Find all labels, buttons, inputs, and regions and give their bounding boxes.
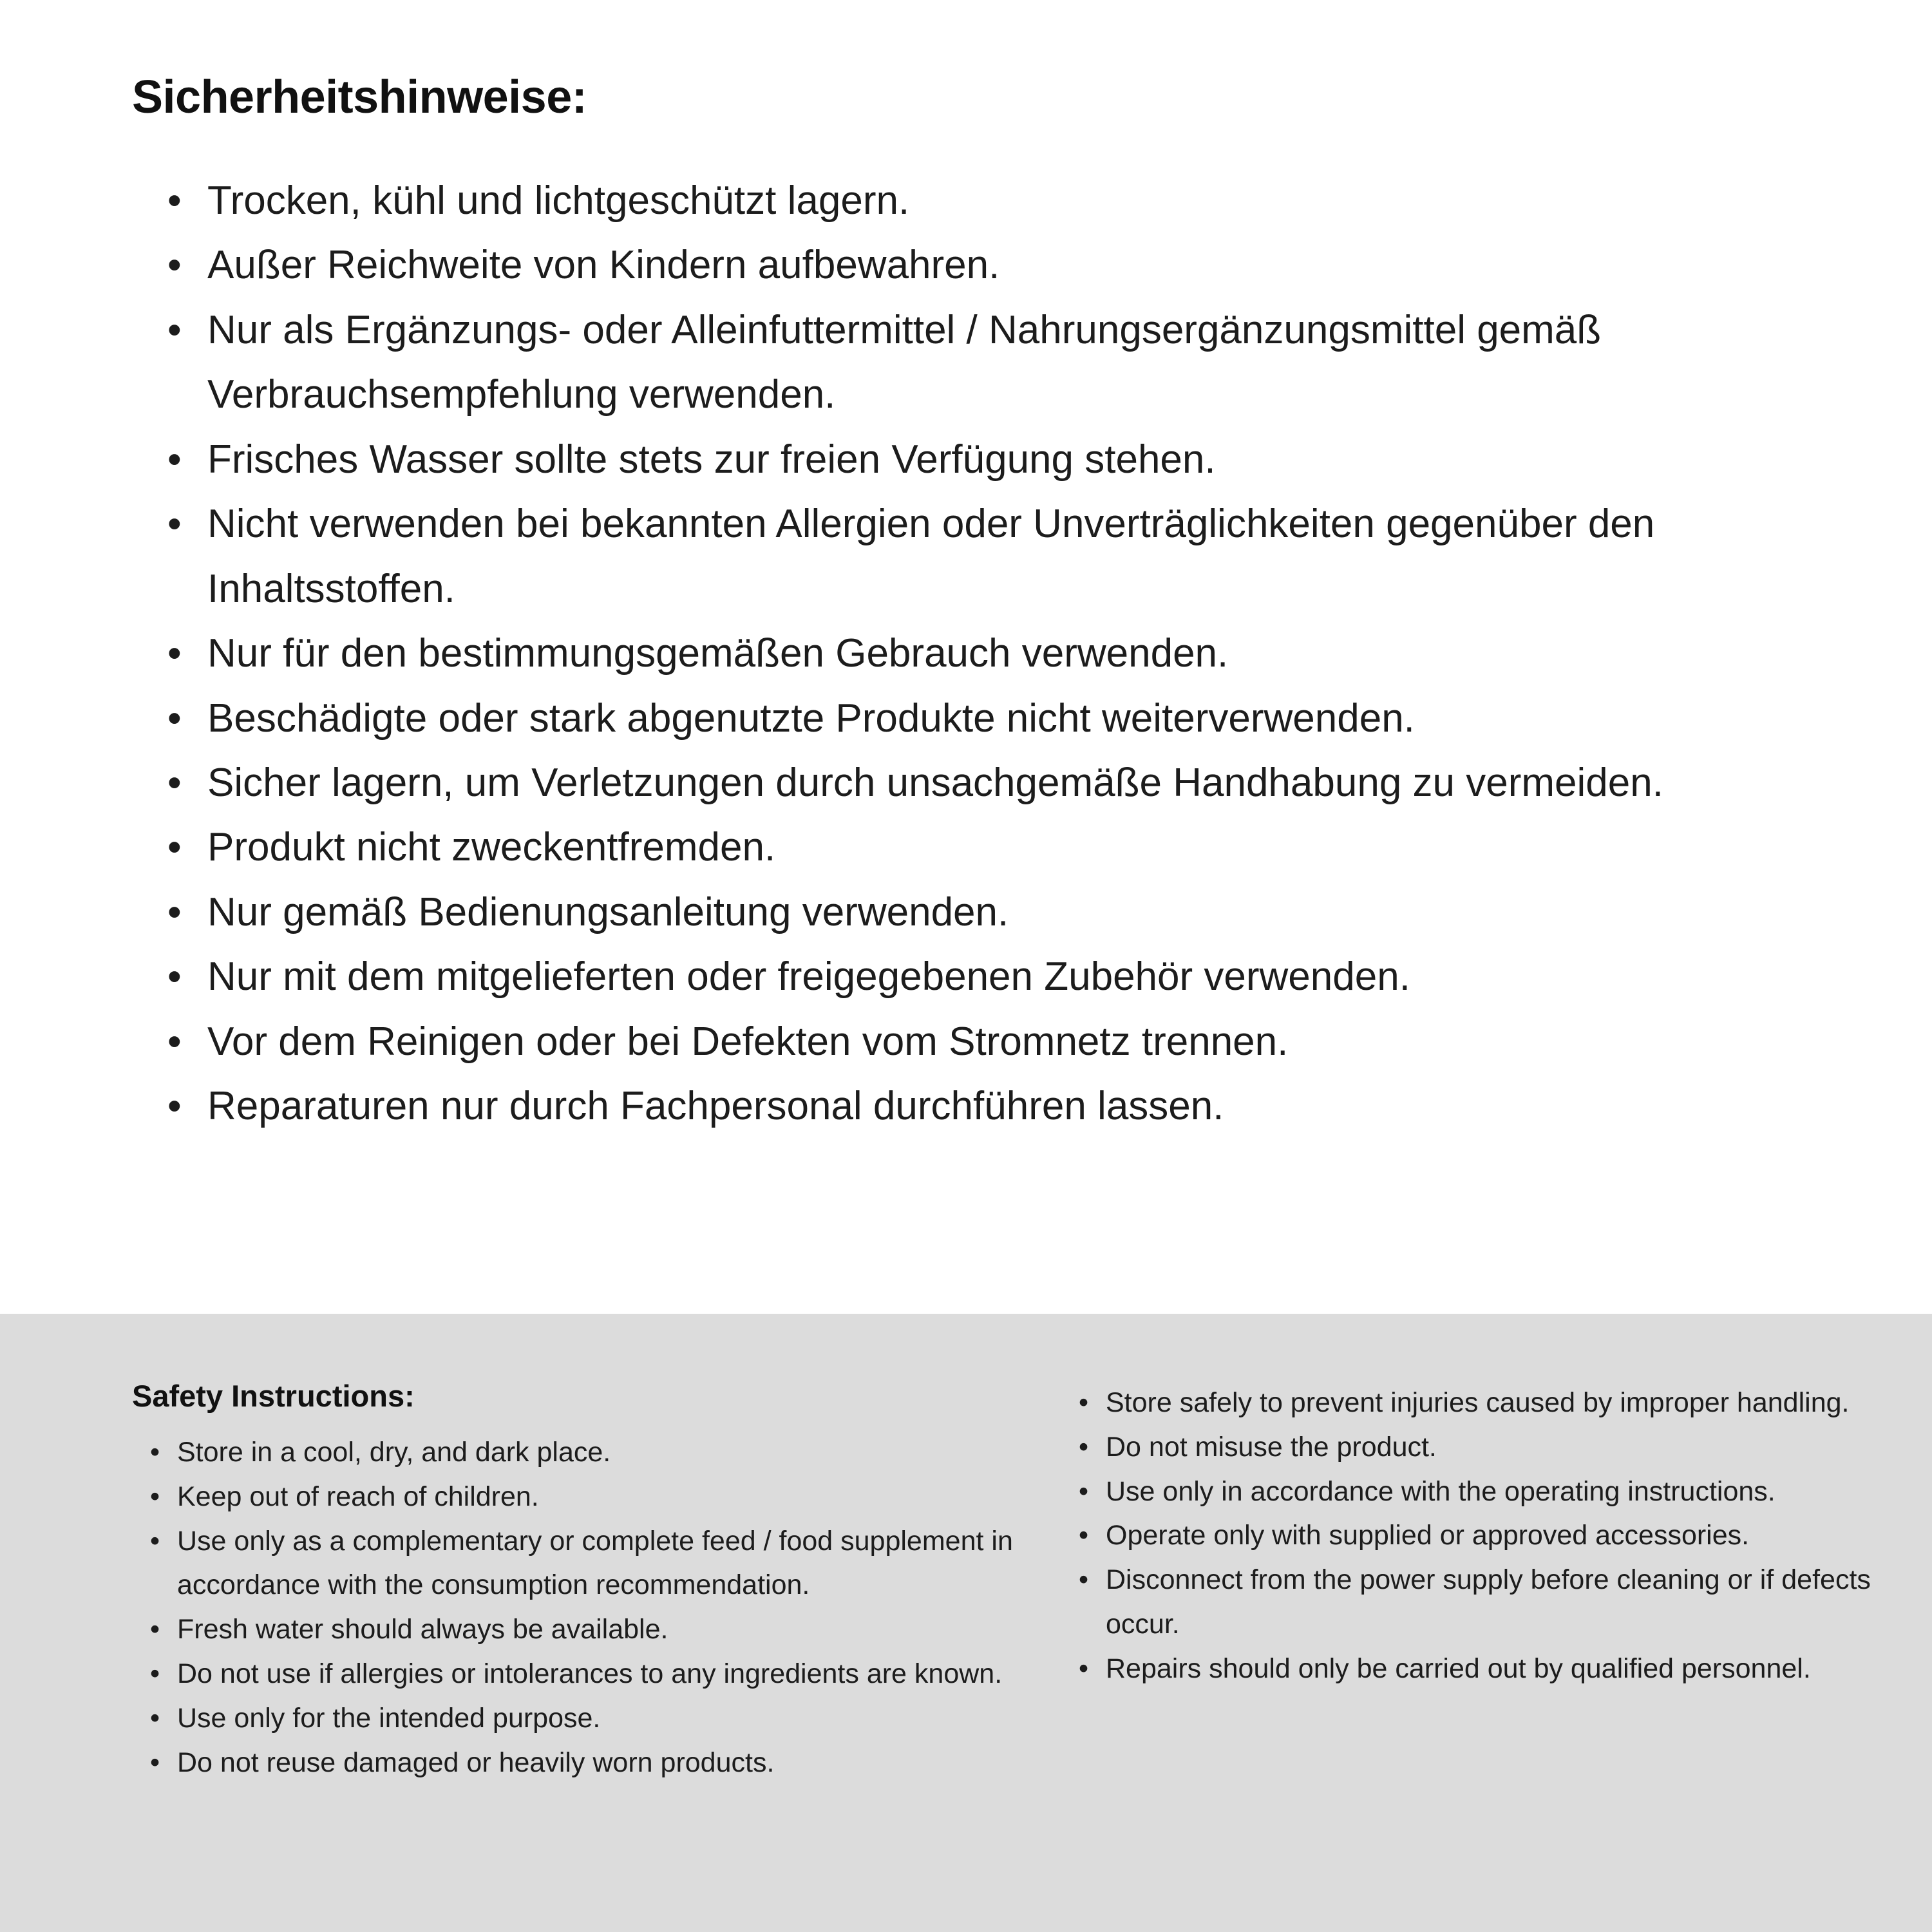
- bullet-icon: •: [150, 1747, 160, 1778]
- english-section: [0, 1314, 1932, 1932]
- list-item-text: Trocken, kühl und lichtgeschützt lagern.: [207, 178, 910, 223]
- list-item: [167, 298, 1781, 428]
- english-section-title: Safety Instructions:: [132, 1379, 415, 1413]
- bullet-icon: •: [1079, 1520, 1089, 1551]
- list-item: [150, 1430, 1014, 1475]
- list-item: [150, 1475, 1014, 1519]
- bullet-icon: •: [150, 1658, 160, 1689]
- list-item: [167, 751, 1781, 815]
- list-item-text: Operate only with supplied or approved accessories.: [1106, 1520, 1750, 1551]
- list-item-text: Beschädigte oder stark abgenutzte Produkte nicht weiterverwenden.: [207, 696, 1415, 741]
- bullet-icon: •: [1079, 1431, 1089, 1463]
- bullet-icon: •: [150, 1525, 160, 1557]
- list-item: [167, 169, 1781, 233]
- list-item: [167, 687, 1781, 751]
- list-item: [150, 1741, 1014, 1785]
- list-item: [150, 1519, 1014, 1608]
- bullet-icon: •: [167, 307, 182, 352]
- list-item-text: Reparaturen nur durch Fachpersonal durchführen lassen.: [207, 1084, 1224, 1129]
- bullet-icon: •: [1079, 1653, 1089, 1684]
- bullet-icon: •: [1079, 1475, 1089, 1507]
- bullet-icon: •: [150, 1614, 160, 1645]
- english-left-column: [132, 1378, 1014, 1932]
- list-item: [167, 1010, 1781, 1074]
- bullet-icon: •: [167, 760, 182, 805]
- list-item: [167, 880, 1781, 945]
- list-item-text: Vor dem Reinigen oder bei Defekten vom Stromnetz trennen.: [207, 1019, 1289, 1064]
- list-item: [1079, 1558, 1909, 1647]
- bullet-icon: •: [167, 631, 182, 676]
- list-item-text: Fresh water should always be available.: [177, 1614, 668, 1645]
- list-item: [1079, 1647, 1909, 1691]
- bullet-icon: •: [167, 825, 182, 870]
- list-item-text: Nicht verwenden bei bekannten Allergien oder Unverträglichkeiten gegenüber den Inhaltsstoffen.: [207, 502, 1655, 611]
- list-item: [150, 1696, 1014, 1741]
- bullet-icon: •: [167, 1084, 182, 1129]
- bullet-icon: •: [167, 696, 182, 741]
- list-item-text: Store in a cool, dry, and dark place.: [177, 1437, 611, 1468]
- bullet-icon: •: [167, 243, 182, 288]
- list-item-text: Use only in accordance with the operating instructions.: [1106, 1475, 1776, 1507]
- bullet-icon: •: [167, 889, 182, 934]
- bullet-icon: •: [1079, 1564, 1089, 1596]
- list-item: [167, 621, 1781, 686]
- list-item-text: Disconnect from the power supply before cleaning or if defects occur.: [1106, 1564, 1871, 1640]
- german-section-title: Sicherheitshinweise:: [132, 71, 587, 123]
- list-item-text: Do not misuse the product.: [1106, 1431, 1437, 1463]
- bullet-icon: •: [150, 1702, 160, 1734]
- english-instructions-list-right: [1079, 1381, 1909, 1691]
- bullet-icon: •: [167, 502, 182, 547]
- list-item-text: Nur gemäß Bedienungsanleitung verwenden.: [207, 889, 1009, 934]
- list-item-text: Use only for the intended purpose.: [177, 1702, 601, 1734]
- list-item: [167, 1074, 1781, 1139]
- list-item-text: Nur als Ergänzungs- oder Alleinfuttermittel / Nahrungsergänzungsmittel gemäß Verbrauchsempfehlung verwenden.: [207, 307, 1602, 417]
- list-item: [167, 492, 1781, 621]
- list-item: [1079, 1381, 1909, 1425]
- list-item: [1079, 1513, 1909, 1558]
- list-item-text: Nur für den bestimmungsgemäßen Gebrauch verwenden.: [207, 631, 1229, 676]
- list-item-text: Produkt nicht zweckentfremden.: [207, 825, 776, 870]
- list-item-text: Use only as a complementary or complete feed / food supplement in accordance with the consumption recommendation.: [177, 1525, 1013, 1601]
- list-item-text: Do not use if allergies or intolerances to any ingredients are known.: [177, 1658, 1003, 1689]
- bullet-icon: •: [150, 1481, 160, 1512]
- list-item: [150, 1607, 1014, 1652]
- list-item: [1079, 1470, 1909, 1514]
- list-item: [150, 1652, 1014, 1696]
- list-item-text: Sicher lagern, um Verletzungen durch unsachgemäße Handhabung zu vermeiden.: [207, 760, 1663, 805]
- english-right-column: [1079, 1378, 1909, 1932]
- bullet-icon: •: [150, 1437, 160, 1468]
- bullet-icon: •: [167, 1019, 182, 1064]
- english-instructions-list-left: [132, 1430, 1014, 1785]
- list-item-text: Frisches Wasser sollte stets zur freien Verfügung stehen.: [207, 437, 1216, 482]
- list-item-text: Repairs should only be carried out by qualified personnel.: [1106, 1653, 1811, 1684]
- list-item-text: Store safely to prevent injuries caused by improper handling.: [1106, 1387, 1850, 1418]
- list-item-text: Nur mit dem mitgelieferten oder freigegebenen Zubehör verwenden.: [207, 954, 1410, 999]
- bullet-icon: •: [1079, 1387, 1089, 1418]
- german-instructions-list: [132, 169, 1781, 1139]
- list-item: [167, 233, 1781, 298]
- list-item: [167, 428, 1781, 492]
- list-item: [167, 815, 1781, 880]
- list-item-text: Keep out of reach of children.: [177, 1481, 539, 1512]
- bullet-icon: •: [167, 437, 182, 482]
- list-item: [1079, 1425, 1909, 1470]
- bullet-icon: •: [167, 178, 182, 223]
- bullet-icon: •: [167, 954, 182, 999]
- list-item-text: Do not reuse damaged or heavily worn products.: [177, 1747, 775, 1778]
- list-item-text: Außer Reichweite von Kindern aufbewahren.: [207, 243, 1000, 288]
- list-item: [167, 945, 1781, 1009]
